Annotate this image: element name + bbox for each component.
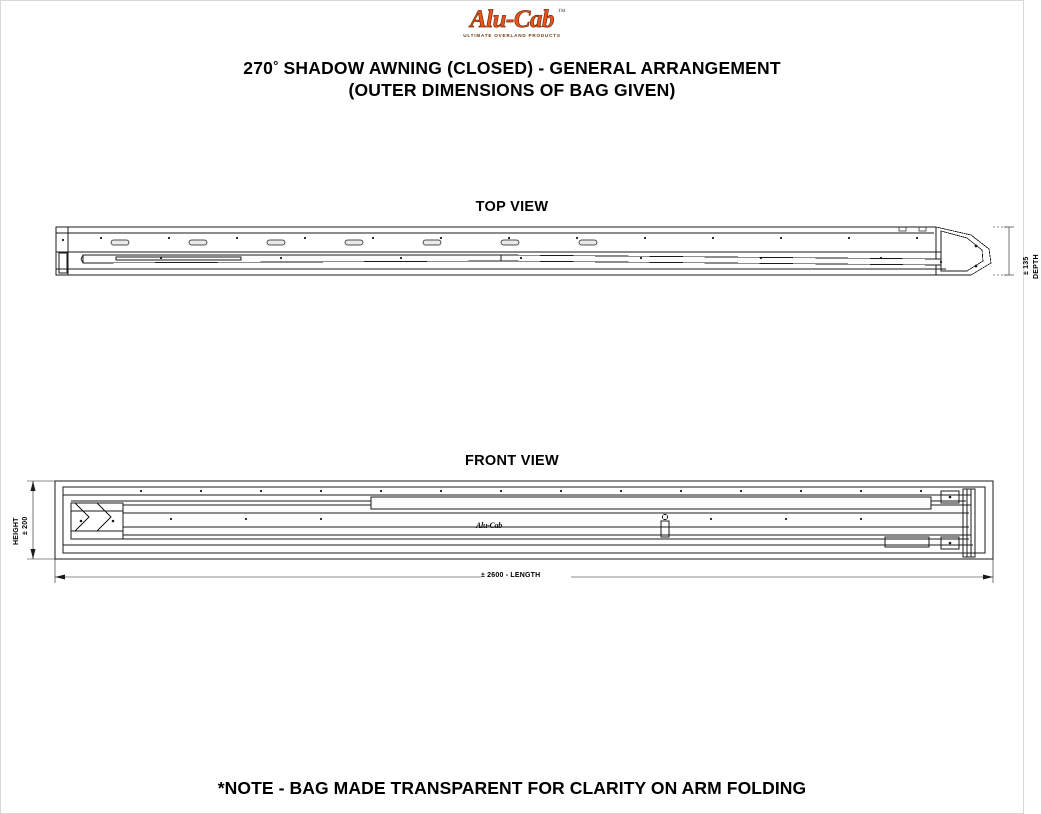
footer-note: *NOTE - BAG MADE TRANSPARENT FOR CLARITY ON ARM FOLDING [217, 778, 807, 798]
logo-tagline: ULTIMATE OVERLAND PRODUCTS [463, 33, 561, 38]
bag-brand-watermark: Alu-Cab [476, 521, 502, 530]
depth-dimension-label: DEPTH [1033, 254, 1040, 279]
title-line-1 [1, 55, 1023, 79]
front-view-drawing [11, 473, 1021, 593]
length-dimension-value: ± 2600 - LENGTH [481, 572, 541, 579]
front-view-label: FRONT VIEW [464, 453, 560, 469]
depth-dimension-value: ± 135 [1023, 256, 1030, 275]
height-dimension-value: ± 200 [22, 516, 29, 535]
top-view-drawing [41, 219, 1041, 299]
top-view-svg [41, 219, 1041, 299]
logo-wordmark [469, 6, 566, 33]
title-line-2: (OUTER DIMENSIONS OF BAG GIVEN) [348, 80, 676, 100]
page-title [1, 55, 1023, 101]
title-angle-value: 270 [243, 58, 274, 78]
logo-text: Alu-Cab [469, 6, 555, 33]
degree-symbol: ° [273, 58, 279, 73]
top-view-label: TOP VIEW [475, 199, 549, 215]
brand-logo [1, 7, 1023, 38]
height-dimension-label: HEIGHT [13, 517, 20, 545]
trademark-symbol: ™ [557, 7, 566, 16]
title-line-1-text: SHADOW AWNING (CLOSED) - GENERAL ARRANGEMENT [278, 58, 781, 78]
